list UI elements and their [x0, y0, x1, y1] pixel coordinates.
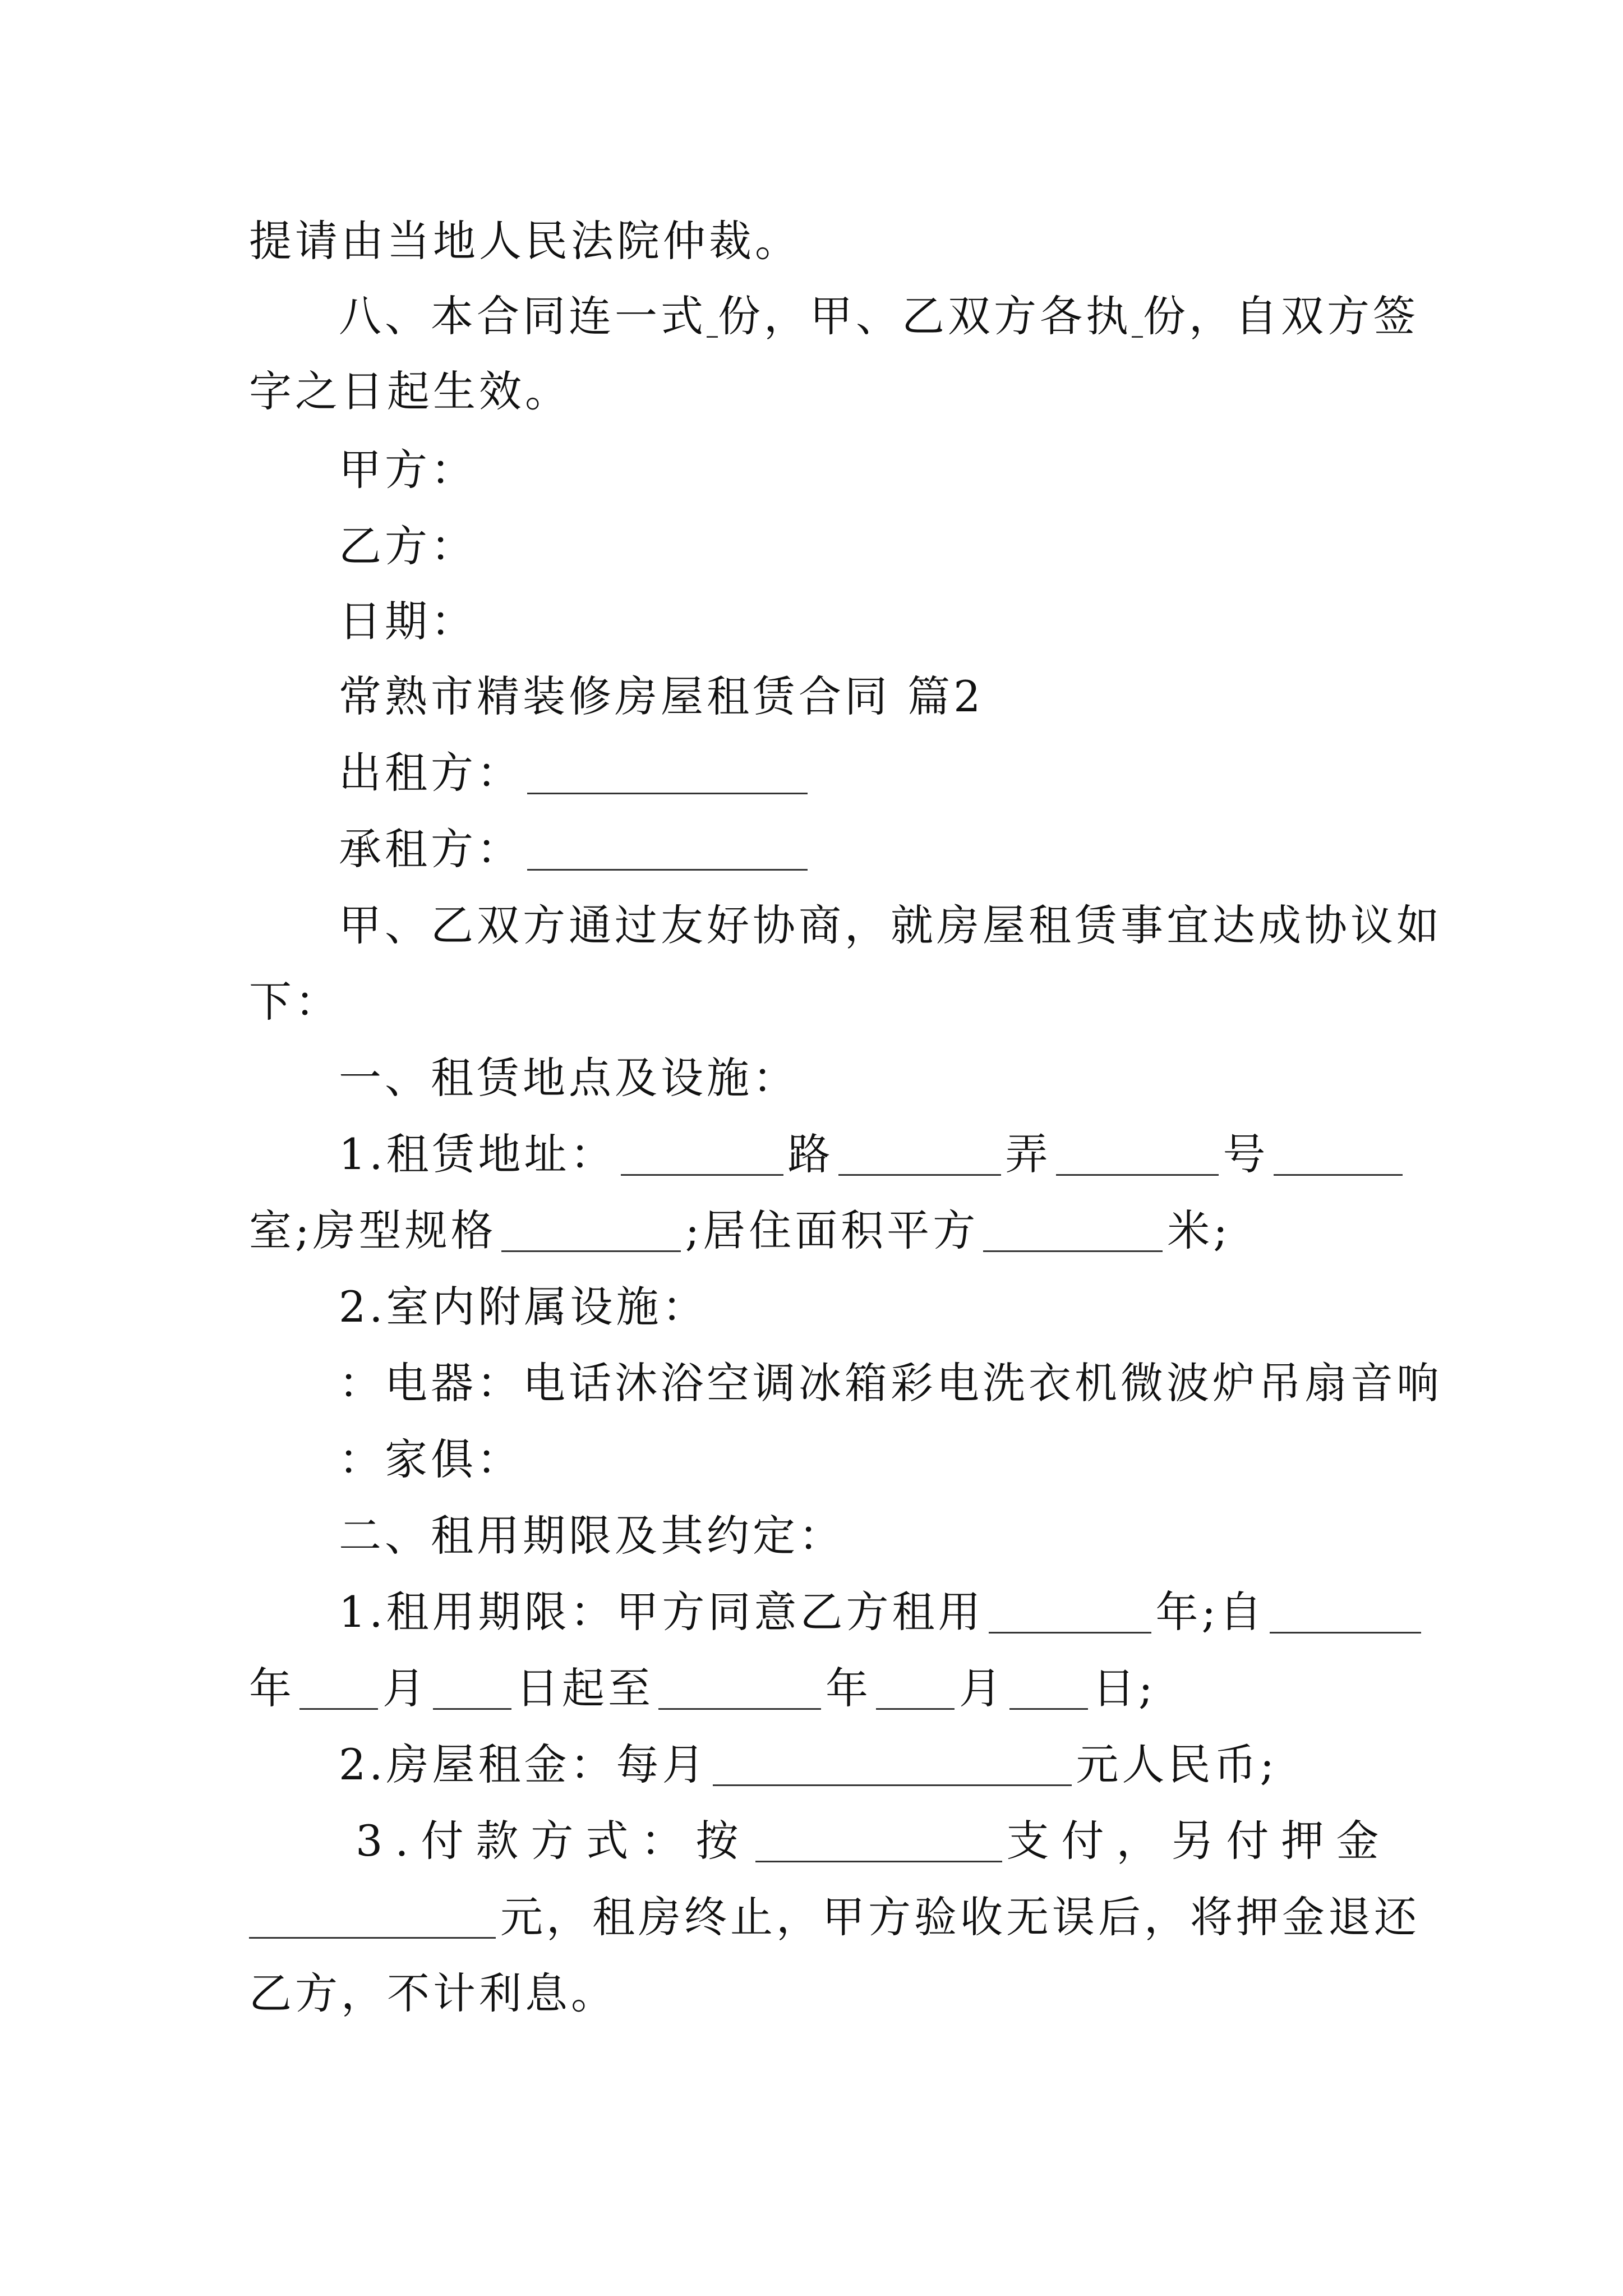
- text: 一、租赁地点及设施：: [339, 1053, 799, 1103]
- term-line: [339, 1587, 1387, 1637]
- text: 米;: [1167, 1205, 1231, 1255]
- blank-line: [1056, 1134, 1219, 1176]
- blank-line: [1274, 1134, 1403, 1176]
- payment-line-end: [249, 1968, 1387, 2018]
- text: 月: [959, 1663, 1005, 1713]
- blank-line: [433, 1668, 511, 1710]
- text: 出租方：: [339, 748, 523, 798]
- text: 乙方，不计利息。: [249, 1968, 617, 2018]
- text: 字之日起生效。: [249, 366, 571, 416]
- text: 年: [249, 1663, 295, 1713]
- text: 承租方：: [339, 824, 523, 874]
- text: 份，自双方签: [1143, 291, 1419, 341]
- blank-line: [501, 1210, 681, 1252]
- section-1-heading: [339, 1053, 1387, 1103]
- paragraph-copies-cont: [249, 366, 1387, 416]
- facilities-appliances: [339, 1358, 1442, 1408]
- text: ;居住面积平方: [685, 1205, 979, 1255]
- text: 日期：: [339, 596, 477, 646]
- section-2-heading: [339, 1511, 1387, 1561]
- text: 八、本合同连一式: [339, 291, 707, 341]
- text: ：电器：电话沐浴空调冰箱彩电洗衣机微波炉吊扇音响: [339, 1358, 1442, 1408]
- text: 弄: [1005, 1129, 1052, 1179]
- text: 月: [382, 1663, 428, 1713]
- text: 年: [826, 1663, 872, 1713]
- blank-line: [876, 1668, 955, 1710]
- text: 提请由当地人民法院仲裁。: [249, 216, 801, 266]
- text: 3.付款方式：按: [356, 1816, 751, 1866]
- term-line-cont: [249, 1663, 1387, 1713]
- blank-line: [713, 1744, 1072, 1786]
- text: 常熟市精装修房屋租赁合同 篇2: [339, 671, 984, 721]
- text: 日起至: [516, 1663, 654, 1713]
- text: 1.租用期限：甲方同意乙方租用: [339, 1587, 984, 1637]
- blank-line: [838, 1134, 1001, 1176]
- text: 支付，另付押金: [1006, 1816, 1391, 1866]
- facilities-furniture: [339, 1434, 1387, 1484]
- contract-title: [339, 671, 1387, 721]
- signature-party-b: [339, 521, 1387, 571]
- blank-line: [621, 1134, 783, 1176]
- text: 1.租赁地址：: [339, 1129, 616, 1179]
- text: 下：: [249, 977, 341, 1027]
- text: 号: [1223, 1129, 1269, 1179]
- text: 路: [787, 1129, 834, 1179]
- blank-line: [658, 1668, 821, 1710]
- text: 日;: [1092, 1663, 1156, 1713]
- text: 2.室内附属设施：: [339, 1282, 708, 1332]
- blank-line: [1270, 1591, 1421, 1634]
- blank-line: [707, 296, 718, 338]
- paragraph-arbitration: [249, 216, 1387, 266]
- text: 甲、乙双方通过友好协商，就房屋租赁事宜达成协议如: [339, 900, 1442, 950]
- blank-line: [755, 1820, 1002, 1862]
- text: 份，甲、乙双方各执: [718, 291, 1132, 341]
- address-line: [339, 1129, 1387, 1179]
- paragraph-intro-cont: [249, 977, 1387, 1027]
- text: 甲方：: [339, 445, 477, 495]
- blank-line: [527, 752, 808, 794]
- paragraph-intro: [339, 900, 1442, 950]
- text: 元人民币;: [1076, 1740, 1278, 1789]
- rent-line: [339, 1740, 1387, 1789]
- address-line-cont: [249, 1205, 1387, 1255]
- blank-line: [299, 1668, 378, 1710]
- payment-line-cont: [249, 1892, 1420, 1942]
- text: 二、租用期限及其约定：: [339, 1511, 845, 1561]
- lessor-line: [339, 748, 1387, 798]
- text: 乙方：: [339, 521, 477, 571]
- payment-line: [356, 1816, 1391, 1866]
- blank-line: [1009, 1668, 1088, 1710]
- blank-line: [527, 829, 808, 871]
- signature-party-a: [339, 445, 1387, 495]
- text: 2.房屋租金：每月: [339, 1740, 708, 1789]
- facilities-heading: [339, 1282, 1387, 1332]
- text: 室;房型规格: [249, 1205, 497, 1255]
- blank-line: [983, 1210, 1163, 1252]
- paragraph-copies: [339, 291, 1419, 341]
- text: ：家俱：: [339, 1434, 523, 1484]
- text: 年;自: [1155, 1587, 1266, 1637]
- text: 元，租房终止，甲方验收无误后，将押金退还: [500, 1892, 1420, 1942]
- signature-date: [339, 596, 1387, 646]
- blank-line: [249, 1897, 496, 1939]
- blank-line: [989, 1591, 1151, 1634]
- lessee-line: [339, 824, 1387, 874]
- blank-line: [1132, 296, 1143, 338]
